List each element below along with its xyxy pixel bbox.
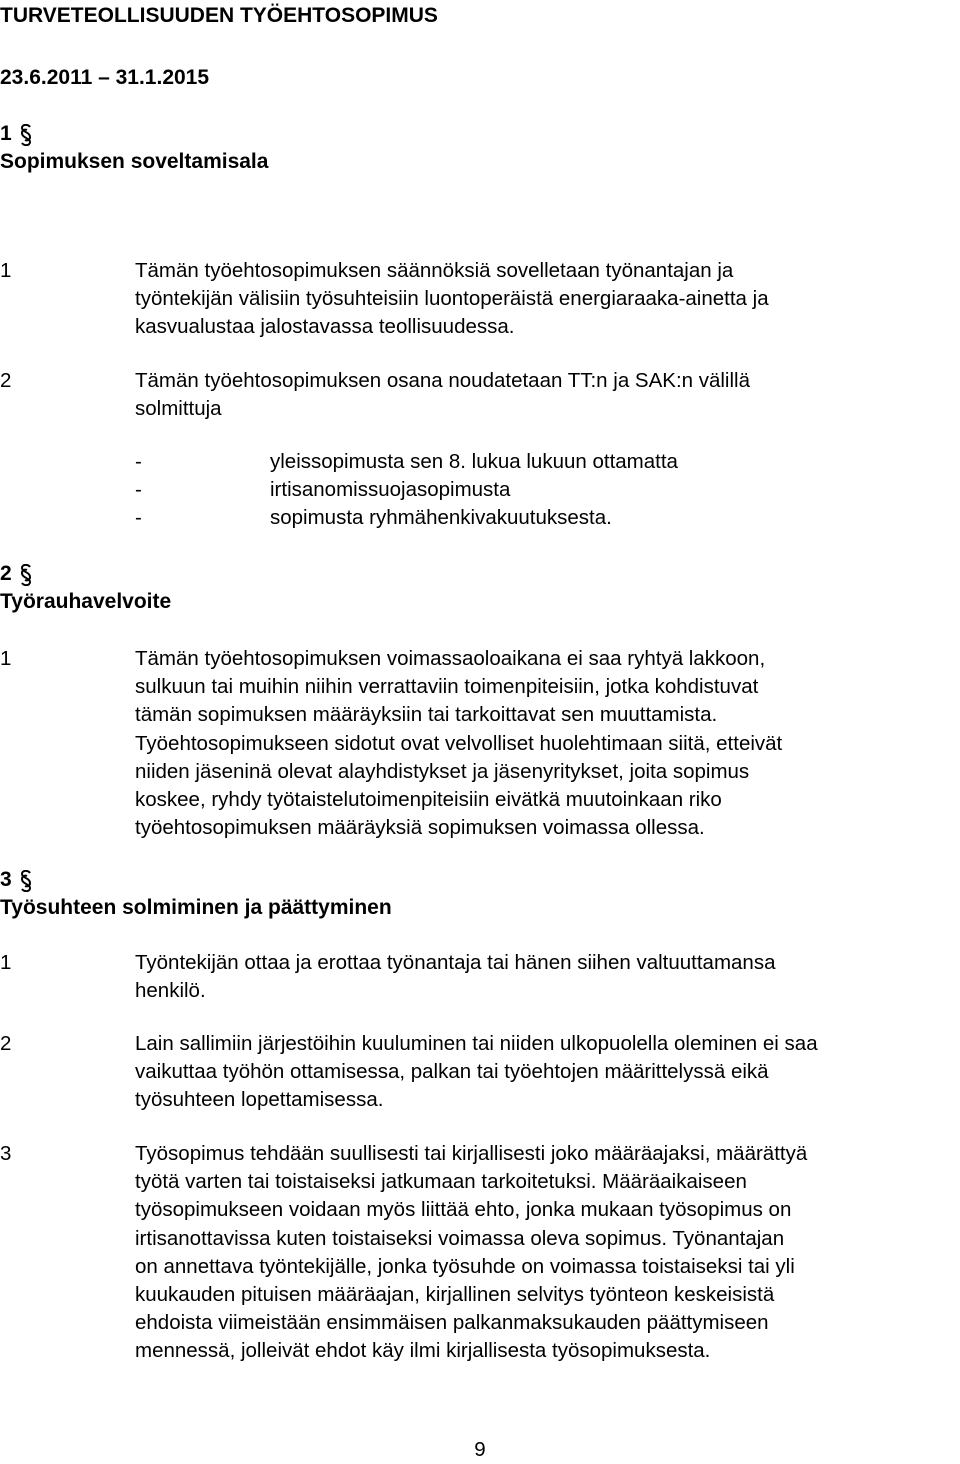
document-title: TURVETEOLLISUUDEN TYÖEHTOSOPIMUS (0, 4, 438, 27)
paragraph (0, 949, 960, 1006)
section-2-heading (0, 560, 171, 616)
list-item-text: yleissopimusta sen 8. lukua lukuun ottamatta (270, 450, 678, 473)
paragraph (0, 1030, 960, 1115)
section-number: 1 (0, 122, 12, 145)
list-dash: - (135, 450, 142, 473)
section-number-line (0, 866, 392, 894)
paragraph-number: 2 (0, 369, 12, 392)
paragraph-number: 1 (0, 259, 12, 282)
list-item-text: irtisanomissuojasopimusta (270, 478, 511, 502)
paragraph (0, 257, 960, 342)
paragraph-text: Työsopimus tehdään suullisesti tai kirjallisesti joko määräajaksi, määrättyä työtä varten tai toistaiseksi jatkumaan tarkoitetuksi. Määräaikaiseen työsopimukseen voidaan myös liittää ehto, jonka mukaan työsopimus on irtisanottavissa kuten toistaiseksi voimassa oleva sopimus. Työnantajan on annettava työntekijälle, jonka työsuhde on voimassa toistaiseksi tai yli kuukauden pituisen määräajan, kirjallinen selvitys työnteon keskeisistä ehdoista viimeistään ensimmäisen palkanmaksukauden päättymiseen mennessä, jolleivät ehdot käy ilmi kirjallisesta työsopimuksesta. (135, 1142, 808, 1363)
section-number-line (0, 120, 268, 148)
paragraph-text: Lain sallimiin järjestöihin kuuluminen tai niiden ulkopuolella oleminen ei saa vaikuttaa työhön ottamisessa, palkan tai työehtojen määrittelyssä eikä työsuhteen lopettamisessa. (135, 1032, 818, 1112)
list-dash: - (135, 506, 142, 530)
paragraph-number: 1 (0, 647, 12, 670)
paragraph-text: Työntekijän ottaa ja erottaa työnantaja tai hänen siihen valtuuttamansa henkilö. (135, 951, 776, 1003)
section-number: 2 (0, 562, 12, 585)
list-item-text: sopimusta ryhmähenkivakuutuksesta. (270, 506, 612, 530)
section-sign-icon (19, 866, 33, 894)
section-number-line (0, 560, 171, 588)
paragraph-number: 3 (0, 1142, 12, 1165)
paragraph (0, 1140, 960, 1366)
paragraph-number: 2 (0, 1032, 12, 1055)
section-sign-icon (19, 560, 33, 588)
list-dash: - (135, 478, 142, 502)
paragraph (0, 645, 960, 843)
paragraph-number: 1 (0, 951, 12, 974)
document-validity-dates: 23.6.2011 – 31.1.2015 (0, 66, 210, 89)
paragraph-text: Tämän työehtosopimuksen säännöksiä sovelletaan työnantajan ja työntekijän välisiin työsuhteisiin luontoperäistä energiaraaka-ainetta ja kasvualustaa jalostavassa teollisuudessa. (135, 259, 769, 339)
section-number: 3 (0, 868, 12, 891)
section-1-heading (0, 120, 268, 176)
paragraph-text: Tämän työehtosopimuksen osana noudatetaan TT:n ja SAK:n välillä solmittuja (135, 369, 750, 421)
section-3-heading (0, 866, 392, 922)
section-title: Työsuhteen solmiminen ja päättyminen (0, 896, 392, 919)
section-title: Sopimuksen soveltamisala (0, 150, 269, 173)
paragraph (0, 367, 960, 424)
page-number: 9 (474, 1438, 486, 1461)
section-title: Työrauhavelvoite (0, 590, 172, 613)
section-sign-icon (19, 120, 33, 148)
paragraph-text: Tämän työehtosopimuksen voimassaoloaikana ei saa ryhtyä lakkoon, sulkuun tai muihin niihin verrattaviin toimenpiteisiin, jotka kohdistuvat tämän sopimuksen määräyksiin tai tarkoittavat sen muuttamista. Työehtosopimukseen sidotut ovat velvolliset huolehtimaan siitä, etteivät niiden jäseninä olevat alayhdistykset ja jäsenyritykset, joita sopimus koskee, ryhdy työtaistelutoimenpiteisiin eivätkä muutoinkaan riko työehtosopimuksen määräyksiä sopimuksen voimassa ollessa. (135, 647, 783, 840)
